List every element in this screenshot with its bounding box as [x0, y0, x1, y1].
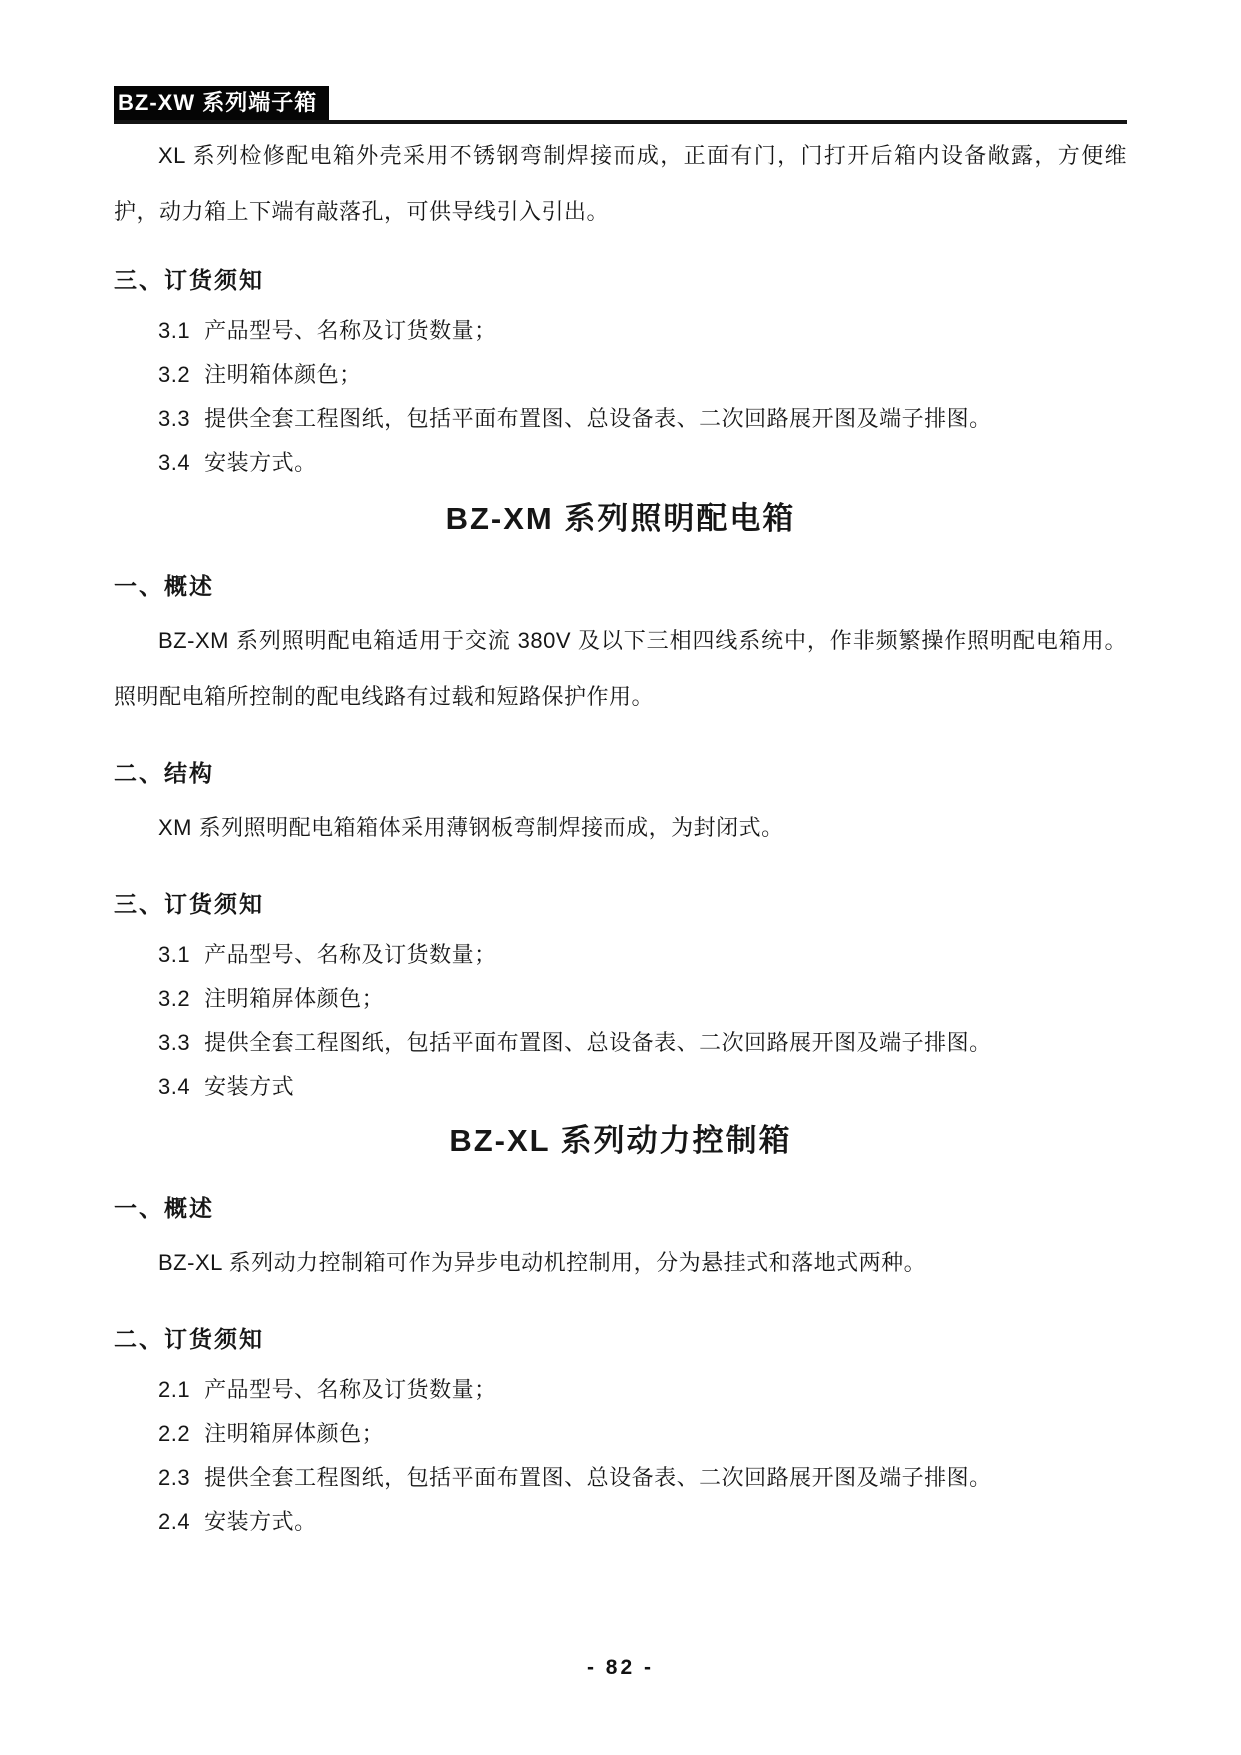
list-item [158, 933, 1127, 977]
item-text: 提供全套工程图纸，包括平面布置图、总设备表、二次回路展开图及端子排图。 [204, 1030, 992, 1055]
item-text: 安装方式。 [204, 450, 317, 475]
item-number: 2.3 [158, 1465, 191, 1490]
item-text: 提供全套工程图纸，包括平面布置图、总设备表、二次回路展开图及端子排图。 [204, 406, 992, 431]
item-text: 产品型号、名称及订货数量； [204, 318, 497, 343]
list-item [158, 353, 1127, 397]
item-number: 3.4 [158, 1074, 191, 1099]
order-list-2 [158, 933, 1127, 1109]
item-number: 2.1 [158, 1377, 191, 1402]
section-heading-order-notes-1: 三、订货须知 [114, 267, 264, 293]
section-heading-order-notes-3: 二、订货须知 [114, 1326, 264, 1352]
item-number: 3.1 [158, 318, 191, 343]
item-text: 注明箱体颜色； [204, 362, 362, 387]
item-number: 3.3 [158, 406, 191, 431]
item-number: 3.4 [158, 450, 191, 475]
header-rule [114, 86, 1127, 124]
item-number: 2.2 [158, 1421, 191, 1446]
list-item [158, 309, 1127, 353]
item-number: 2.4 [158, 1509, 191, 1534]
item-text: 安装方式 [204, 1074, 295, 1099]
chapter-title-xl: BZ-XL 系列动力控制箱 [449, 1123, 792, 1158]
item-text: 注明箱屏体颜色； [204, 1421, 385, 1446]
list-item [158, 1500, 1127, 1544]
paragraph-xl-overview: BZ-XL 系列动力控制箱可作为异步电动机控制用，分为悬挂式和落地式两种。 [158, 1250, 927, 1275]
list-item [158, 1021, 1127, 1065]
list-item [158, 1412, 1127, 1456]
item-number: 3.2 [158, 362, 191, 387]
list-item [158, 1065, 1127, 1109]
item-text: 产品型号、名称及订货数量； [204, 1377, 497, 1402]
chapter-title-xm: BZ-XM 系列照明配电箱 [445, 501, 796, 536]
order-list-3 [158, 1368, 1127, 1544]
item-number: 3.2 [158, 986, 191, 1011]
section-heading-xm-structure: 二、结构 [114, 760, 214, 786]
item-text: 安装方式。 [204, 1509, 317, 1534]
item-number: 3.1 [158, 942, 191, 967]
item-number: 3.3 [158, 1030, 191, 1055]
paragraph-xl-structure: XL 系列检修配电箱外壳采用不锈钢弯制焊接而成，正面有门，门打开后箱内设备敞露，方便维护，动力箱上下端有敲落孔，可供导线引入引出。 [114, 143, 1127, 224]
list-item [158, 1456, 1127, 1500]
list-item [158, 441, 1127, 485]
item-text: 产品型号、名称及订货数量； [204, 942, 497, 967]
section-heading-order-notes-2: 三、订货须知 [114, 891, 264, 917]
paragraph-xm-overview: BZ-XM 系列照明配电箱适用于交流 380V 及以下三相四线系统中，作非频繁操作照明配电箱用。照明配电箱所控制的配电线路有过载和短路保护作用。 [114, 628, 1127, 709]
page-header-badge: BZ-XW 系列端子箱 [114, 86, 329, 120]
section-heading-xm-overview: 一、概述 [114, 573, 214, 599]
list-item [158, 397, 1127, 441]
order-list-1 [158, 309, 1127, 485]
page-number: - 82 - [586, 1656, 654, 1679]
item-text: 提供全套工程图纸，包括平面布置图、总设备表、二次回路展开图及端子排图。 [204, 1465, 992, 1490]
paragraph-xm-structure: XM 系列照明配电箱箱体采用薄钢板弯制焊接而成，为封闭式。 [158, 815, 784, 840]
list-item [158, 977, 1127, 1021]
list-item [158, 1368, 1127, 1412]
item-text: 注明箱屏体颜色； [204, 986, 385, 1011]
section-heading-xl-overview: 一、概述 [114, 1195, 214, 1221]
